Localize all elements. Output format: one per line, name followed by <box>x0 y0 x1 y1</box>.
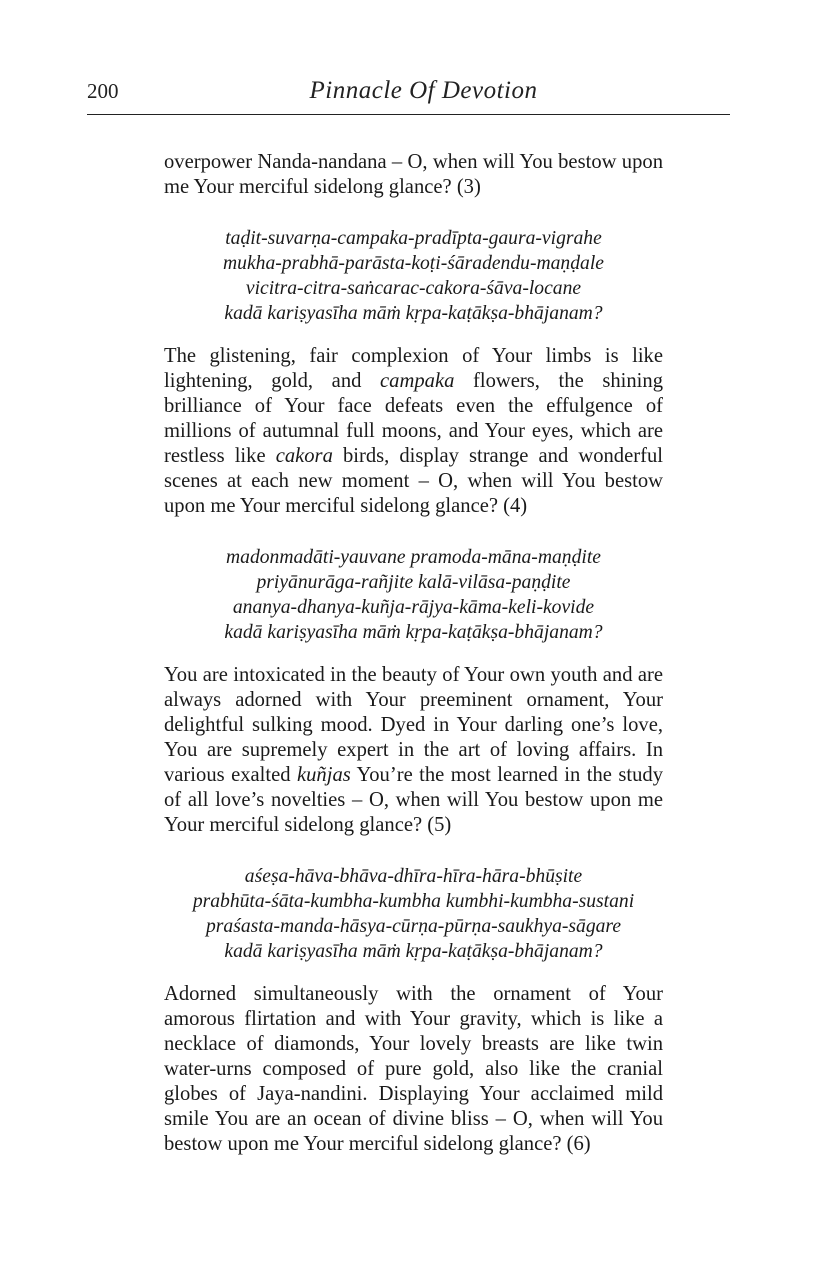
paragraph-3 <box>164 663 663 838</box>
paragraph-2-text-a: The glistening, fair complexion of Your limbs is like lightening, gold, and <box>164 345 663 392</box>
running-title: Pinnacle Of Devotion <box>309 77 538 104</box>
verse-line: vicitra-citra-saṅcarac-cakora-śāva-locane <box>245 278 582 299</box>
verse-2 <box>164 545 663 645</box>
verse-line: priyānurāga-rañjite kalā-vilāsa-paṇḍite <box>256 572 571 593</box>
paragraph-2-text-e: birds, display strange and wonderful scenes at each new moment – O, when will You bestow upon me Your merciful sidelong glance? (4) <box>164 445 663 517</box>
paragraph-3-text-c: You’re the most learned in the study of all love’s novelties – O, when will You bestow upon me Your merciful sidelong glance? (5) <box>164 764 663 836</box>
page-body <box>164 150 663 1157</box>
paragraph-2-text-c: flowers, the shining brilliance of Your face defeats even the effulgence of millions of autumnal full moons, and Your eyes, which are restless like <box>164 370 663 467</box>
paragraph-2 <box>164 344 663 519</box>
verse-line: aśeṣa-hāva-bhāva-dhīra-hīra-hāra-bhūṣite <box>244 866 583 887</box>
verse-line: taḍit-suvarṇa-campaka-pradīpta-gaura-vigrahe <box>225 228 602 249</box>
term-campaka: campaka <box>380 370 455 392</box>
verse-line: mukha-prabhā-parāsta-koṭi-śāradendu-maṇḍale <box>223 253 604 274</box>
page-header <box>87 70 730 115</box>
verse-line: kadā kariṣyasīha māṁ kṛpa-kaṭākṣa-bhājanam? <box>224 622 603 643</box>
verse-line: prabhūta-śāta-kumbha-kumbha kumbhi-kumbha-sustani <box>192 891 635 912</box>
page-number: 200 <box>87 79 119 103</box>
paragraph-4: Adorned simultaneously with the ornament of Your amorous flirtation and with Your gravity, which is like a necklace of diamonds, Your lovely breasts are like twin water-urns composed of pure gold, also like the cranial globes of Jaya-nandini. Displaying Your acclaimed mild smile You are an ocean of divine bliss – O, when will You bestow upon me Your merciful sidelong glance? (6) <box>164 983 663 1155</box>
verse-1 <box>164 226 663 326</box>
paragraph-1: overpower Nanda-nandana – O, when will You bestow upon me Your merciful sidelong glance? (3) <box>164 151 663 198</box>
verse-line: kadā kariṣyasīha māṁ kṛpa-kaṭākṣa-bhājanam? <box>224 303 603 324</box>
term-kunjas: kuñjas <box>296 764 351 786</box>
verse-line: ananya-dhanya-kuñja-rājya-kāma-keli-kovide <box>232 597 595 618</box>
verse-line: kadā kariṣyasīha māṁ kṛpa-kaṭākṣa-bhājanam? <box>224 941 603 962</box>
verse-3 <box>164 864 663 964</box>
term-cakora: cakora <box>275 445 333 467</box>
verse-line: madonmadāti-yauvane pramoda-māna-maṇḍite <box>226 547 601 568</box>
verse-line: praśasta-manda-hāsya-cūrṇa-pūrṇa-saukhya-sāgare <box>205 916 622 937</box>
paragraph-3-text-a: You are intoxicated in the beauty of Your own youth and are always adorned with Your preeminent ornament, Your delightful sulking mood. Dyed in Your darling one’s love, You are supremely expert in the art of loving affairs. In various exalted <box>164 664 663 786</box>
